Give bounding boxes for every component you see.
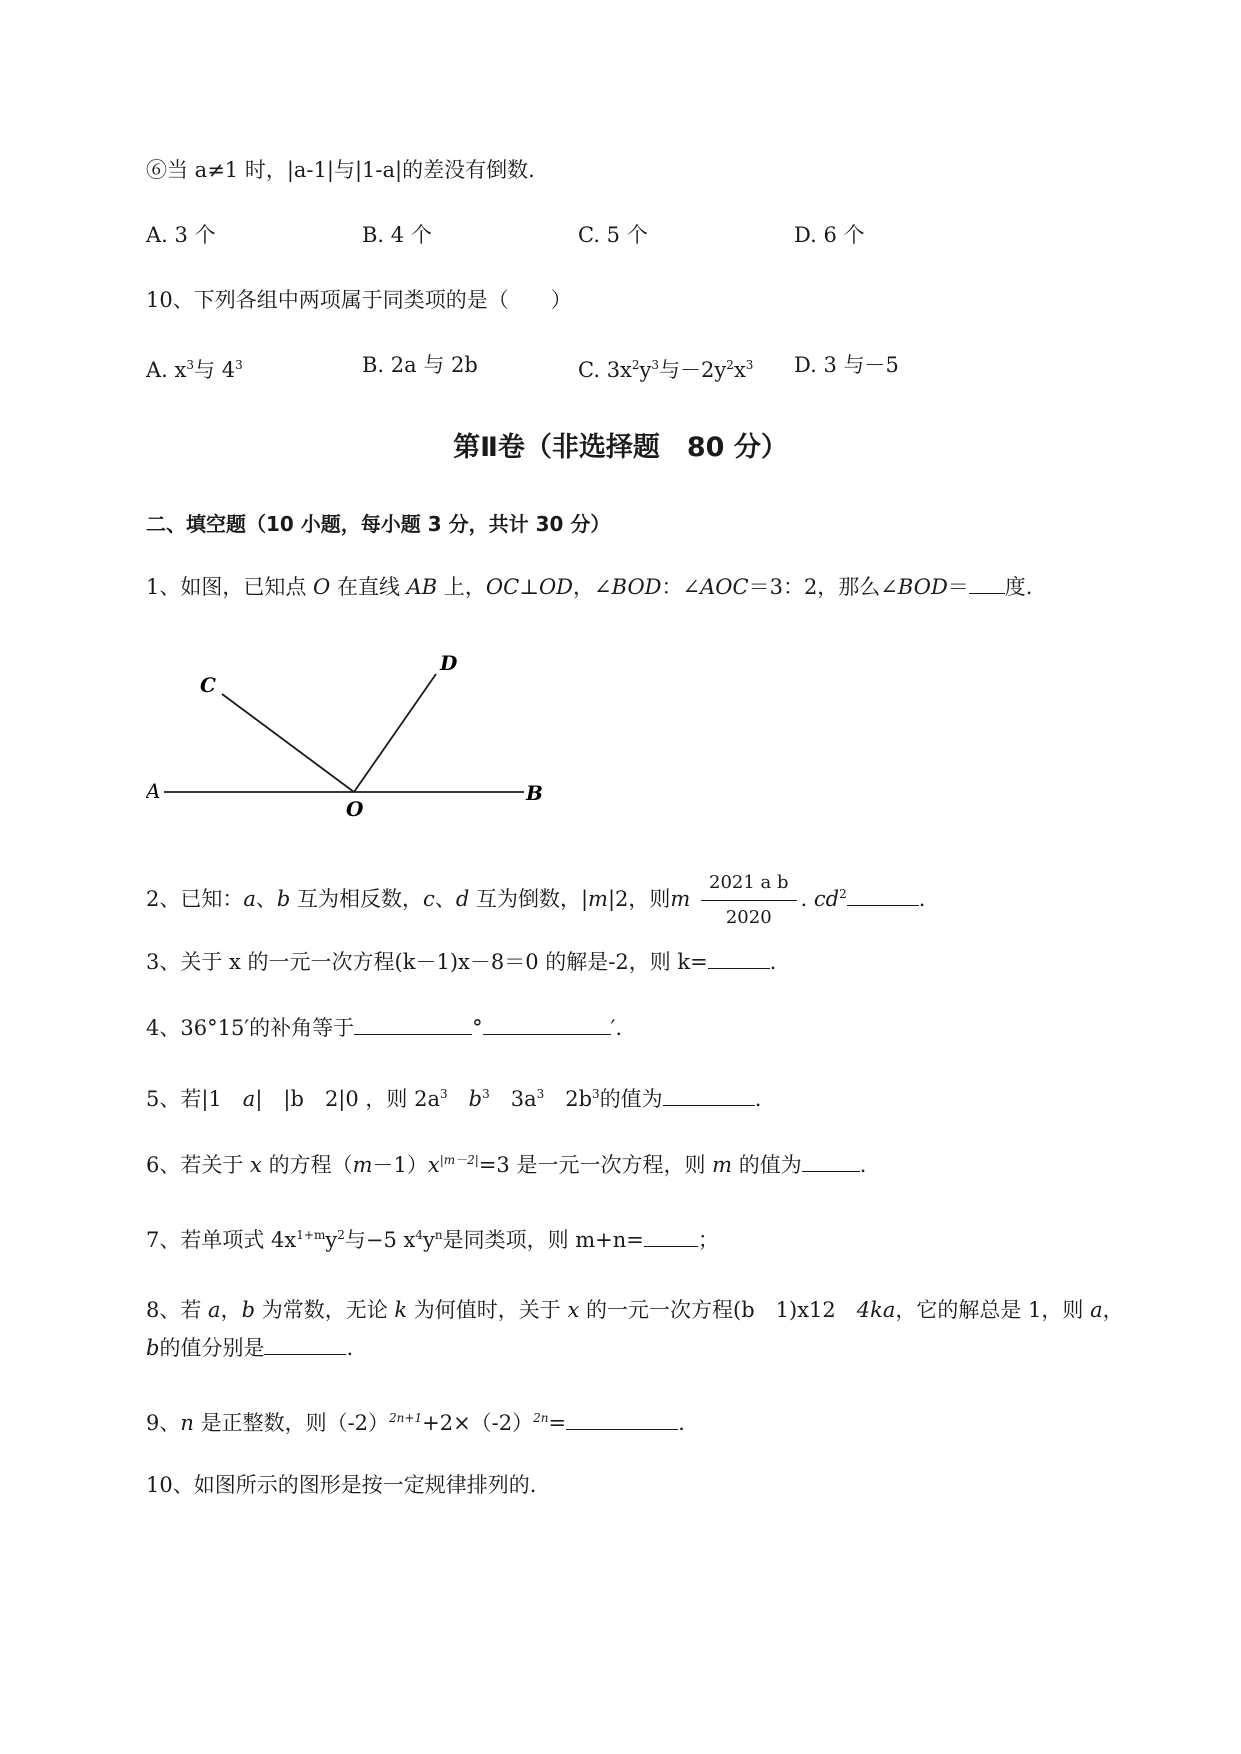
fill-question-5: 5、若|1 a| |b 2|0 ，则 $2a^3$ $b^3$ $3a^3$ $2b^3$的值为 . [146, 1087, 762, 1111]
answer-blank[interactable] [708, 948, 770, 969]
fill-question-8-cont: b的值分别是 . [146, 1336, 354, 1360]
answer-blank[interactable] [847, 885, 919, 906]
part-title: 二、填空题（10 小题，每小题 3 分，共计 30 分） [146, 512, 611, 536]
ray-oc [222, 694, 354, 792]
fill-question-6: 6、若关于 x 的方程$(m-1)x^{|m-2|}=3$ 是一元一次方程，则 m 的值为 . [146, 1153, 867, 1177]
answer-blank[interactable] [354, 1014, 472, 1035]
q10-option-b: B. 2a 与 2b [362, 353, 478, 377]
q10-option-a: A. $x^3$与 $4^3$ [146, 358, 243, 382]
option-d: D. 6 个 [794, 223, 865, 247]
fill-question-1: 1、如图，已知点 O 在直线 AB 上，OC⊥OD，∠BOD：∠AOC＝3：2，那么∠BOD＝ 度. [146, 575, 1033, 599]
option-b: B. 4 个 [362, 223, 432, 247]
statement-6: ⑥当 a≠1 时，|a-1|与|1-a|的差没有倒数. [146, 158, 535, 182]
fill-question-3: 3、关于 x 的一元一次方程(k－1)x－8＝0 的解是-2，则 k= . [146, 950, 777, 974]
fill-question-2: 2、已知：a、b 互为相反数，c、d 互为倒数，|m|2，则m $\frac{\text{2021 a b}}{2020}$ . $cd^2$ . [146, 868, 925, 933]
angle-figure [146, 640, 566, 820]
ray-od [354, 674, 436, 792]
section-title: 第Ⅱ卷（非选择题 80 分） [453, 432, 788, 463]
fill-question-7: 7、若单项式 $4x^{1+m}y^2$与−5 $x^4y^n$是同类项，则 m+n= ； [146, 1228, 719, 1252]
answer-blank[interactable] [264, 1334, 346, 1355]
q10-option-c: C. $3x^2y^3$与$-2y^2x^3$ [578, 358, 754, 382]
label-d: D [440, 651, 458, 675]
question-10-stem: 10、下列各组中两项属于同类项的是（ ） [146, 288, 572, 312]
label-b: B [526, 781, 543, 805]
answer-blank[interactable] [644, 1226, 698, 1247]
label-a: A [146, 779, 161, 803]
option-c: C. 5 个 [578, 223, 648, 247]
fill-question-9: 9、n 是正整数，则$(-2)^{2n+1}+2\times(-2)^{2n}=$ . [146, 1411, 685, 1435]
answer-blank[interactable] [663, 1085, 755, 1106]
answer-blank[interactable] [566, 1409, 678, 1430]
answer-blank[interactable] [802, 1151, 860, 1172]
label-c: C [200, 673, 216, 697]
fill-question-4: 4、36°15′的补角等于 ° ′. [146, 1016, 623, 1040]
option-a: A. 3 个 [146, 223, 216, 247]
fraction: $\frac{\text{2021 a b}}{2020}$ [701, 868, 797, 933]
q10-option-d: D. 3 与－5 [794, 353, 899, 377]
fill-question-10: 10、如图所示的图形是按一定规律排列的. [146, 1473, 537, 1497]
fill-question-8: 8、若 a，b 为常数，无论 k 为何值时，关于 x 的一元一次方程(b 1)x12 4ka，它的解总是 1，则 a， [146, 1298, 1124, 1322]
answer-blank[interactable] [969, 573, 1005, 594]
answer-blank[interactable] [483, 1014, 611, 1035]
label-o: O [346, 797, 364, 820]
